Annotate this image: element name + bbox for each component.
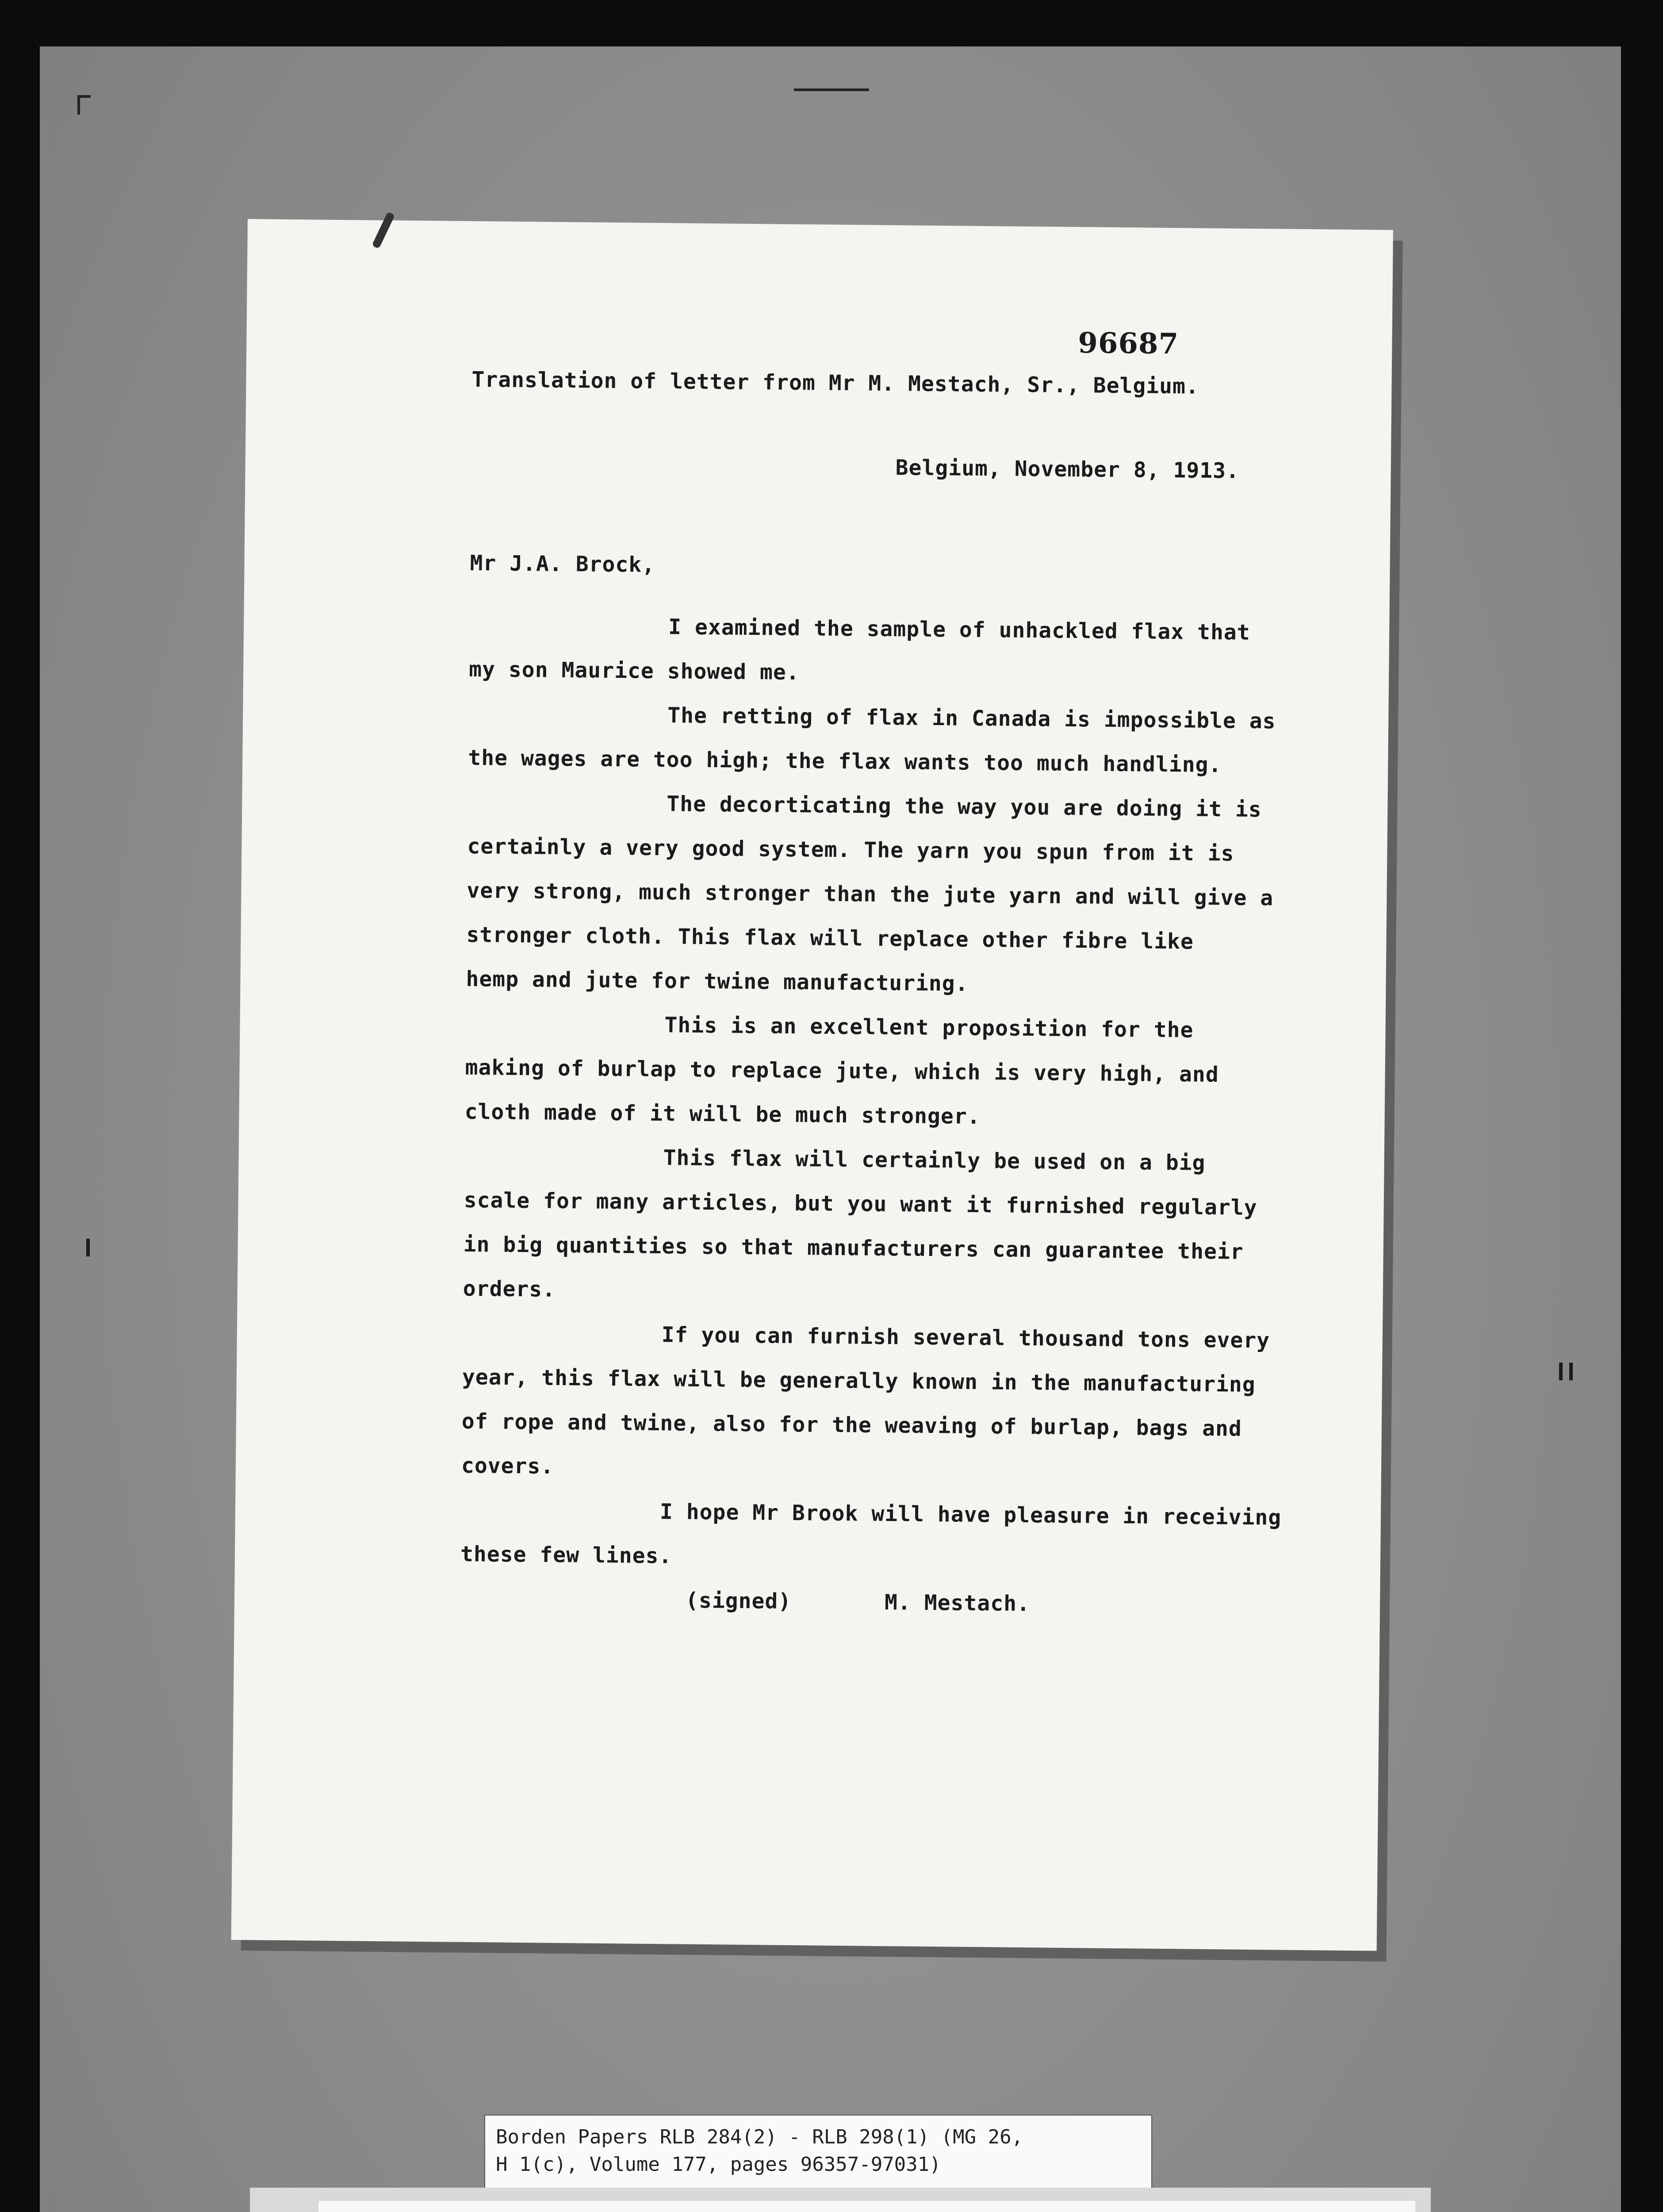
letter-date: Belgium, November 8, 1913. [895, 455, 1240, 484]
top-registration-mark [794, 88, 869, 91]
caption-line: H 1(c), Volume 177, pages 96357-97031) [496, 2153, 941, 2176]
body-line: year, this flax will be generally known in the manufacturing [462, 1364, 1256, 1397]
body-line: the wages are too high; the flax wants too much handling. [468, 745, 1222, 778]
document-number: 96687 [1078, 326, 1179, 361]
body-line: scale for many articles, but you want it furnished regularly [464, 1187, 1257, 1221]
body-line: I hope Mr Brook will have pleasure in receiving [659, 1499, 1282, 1530]
body-line: I examined the sample of unhackled flax that [668, 614, 1250, 645]
body-line: cloth made of it will be much stronger. [464, 1099, 981, 1129]
body-line: This is an excellent proposition for the [664, 1013, 1194, 1043]
left-edge-mark [86, 1239, 90, 1256]
body-line: of rope and twine, also for the weaving of burlap, bags and [461, 1409, 1242, 1441]
body-line: stronger cloth. This flax will replace other fibre like [466, 922, 1194, 954]
body-line: hemp and jute for twine manufacturing. [466, 966, 969, 996]
body-line: covers. [461, 1453, 554, 1479]
archives-stamp [318, 2201, 1415, 2212]
body-line: orders. [463, 1276, 556, 1302]
caption-line: Borden Papers RLB 284(2) - RLB 298(1) (MG 26, [496, 2126, 1023, 2148]
body-line: my son Maurice showed me. [468, 657, 800, 685]
body-line: very strong, much stronger than the jute yarn and will give a [467, 878, 1274, 911]
letter-heading: Translation of letter from Mr M. Mestach, Sr., Belgium. [471, 367, 1199, 399]
body-line: in big quantities so that manufacturers can guarantee their [463, 1232, 1244, 1264]
body-line: these few lines. [460, 1541, 672, 1569]
corner-crop-mark [77, 95, 91, 115]
body-line: making of burlap to replace jute, which is very high, and [465, 1055, 1219, 1087]
body-line: The decorticating the way you are doing it is [667, 791, 1262, 822]
signed-label: (signed) [685, 1588, 792, 1614]
right-edge-mark [1559, 1363, 1563, 1380]
signature-name: M. Mestach. [884, 1590, 1031, 1617]
body-line: certainly a very good system. The yarn you spun from it is [467, 833, 1234, 866]
body-line: This flax will certainly be used on a big [663, 1145, 1206, 1175]
letter-page [231, 219, 1393, 1951]
body-line: The retting of flax in Canada is impossible as [667, 703, 1276, 734]
right-edge-mark [1569, 1363, 1573, 1380]
letter-salutation: Mr J.A. Brock, [470, 550, 655, 577]
body-line: If you can furnish several thousand tons every [661, 1322, 1270, 1353]
